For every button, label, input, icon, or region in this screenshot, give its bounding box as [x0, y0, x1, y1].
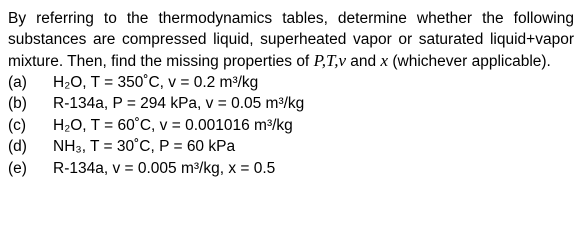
item-marker: (e): [8, 159, 27, 177]
item-marker: (d): [8, 138, 27, 156]
intro-variable-x: x: [380, 51, 389, 70]
problem-statement: [8, 8, 574, 72]
item-marker: (b): [8, 95, 27, 113]
intro-text: By referring to the thermodynamics tables, determine whether the following substances are compressed liquid, superheated vapor or saturated liquid+vapor mixture. Then, find the missing properties of: [8, 10, 574, 70]
problem-items-list: [8, 72, 574, 179]
item-text: R-134a, P = 294 kPa, v = 0.05 m³/kg: [53, 95, 305, 113]
problem-item-d: [8, 136, 574, 157]
intro-text-end: (whichever applicable).: [388, 53, 551, 70]
intro-variables: P,T,v: [313, 51, 346, 70]
item-text: H₂O, T = 350˚C, v = 0.2 m³/kg: [53, 74, 259, 91]
item-marker: (c): [8, 116, 27, 134]
problem-item-e: [8, 158, 574, 179]
intro-conjunction: and: [346, 53, 381, 70]
item-marker: (a): [8, 74, 27, 91]
problem-item-c: [8, 115, 574, 136]
item-text: H₂O, T = 60˚C, v = 0.001016 m³/kg: [53, 116, 293, 134]
problem-item-a: [8, 72, 574, 93]
item-text: NH₃, T = 30˚C, P = 60 kPa: [53, 138, 236, 156]
item-text: R-134a, v = 0.005 m³/kg, x = 0.5: [53, 159, 276, 177]
problem-item-b: [8, 93, 574, 114]
